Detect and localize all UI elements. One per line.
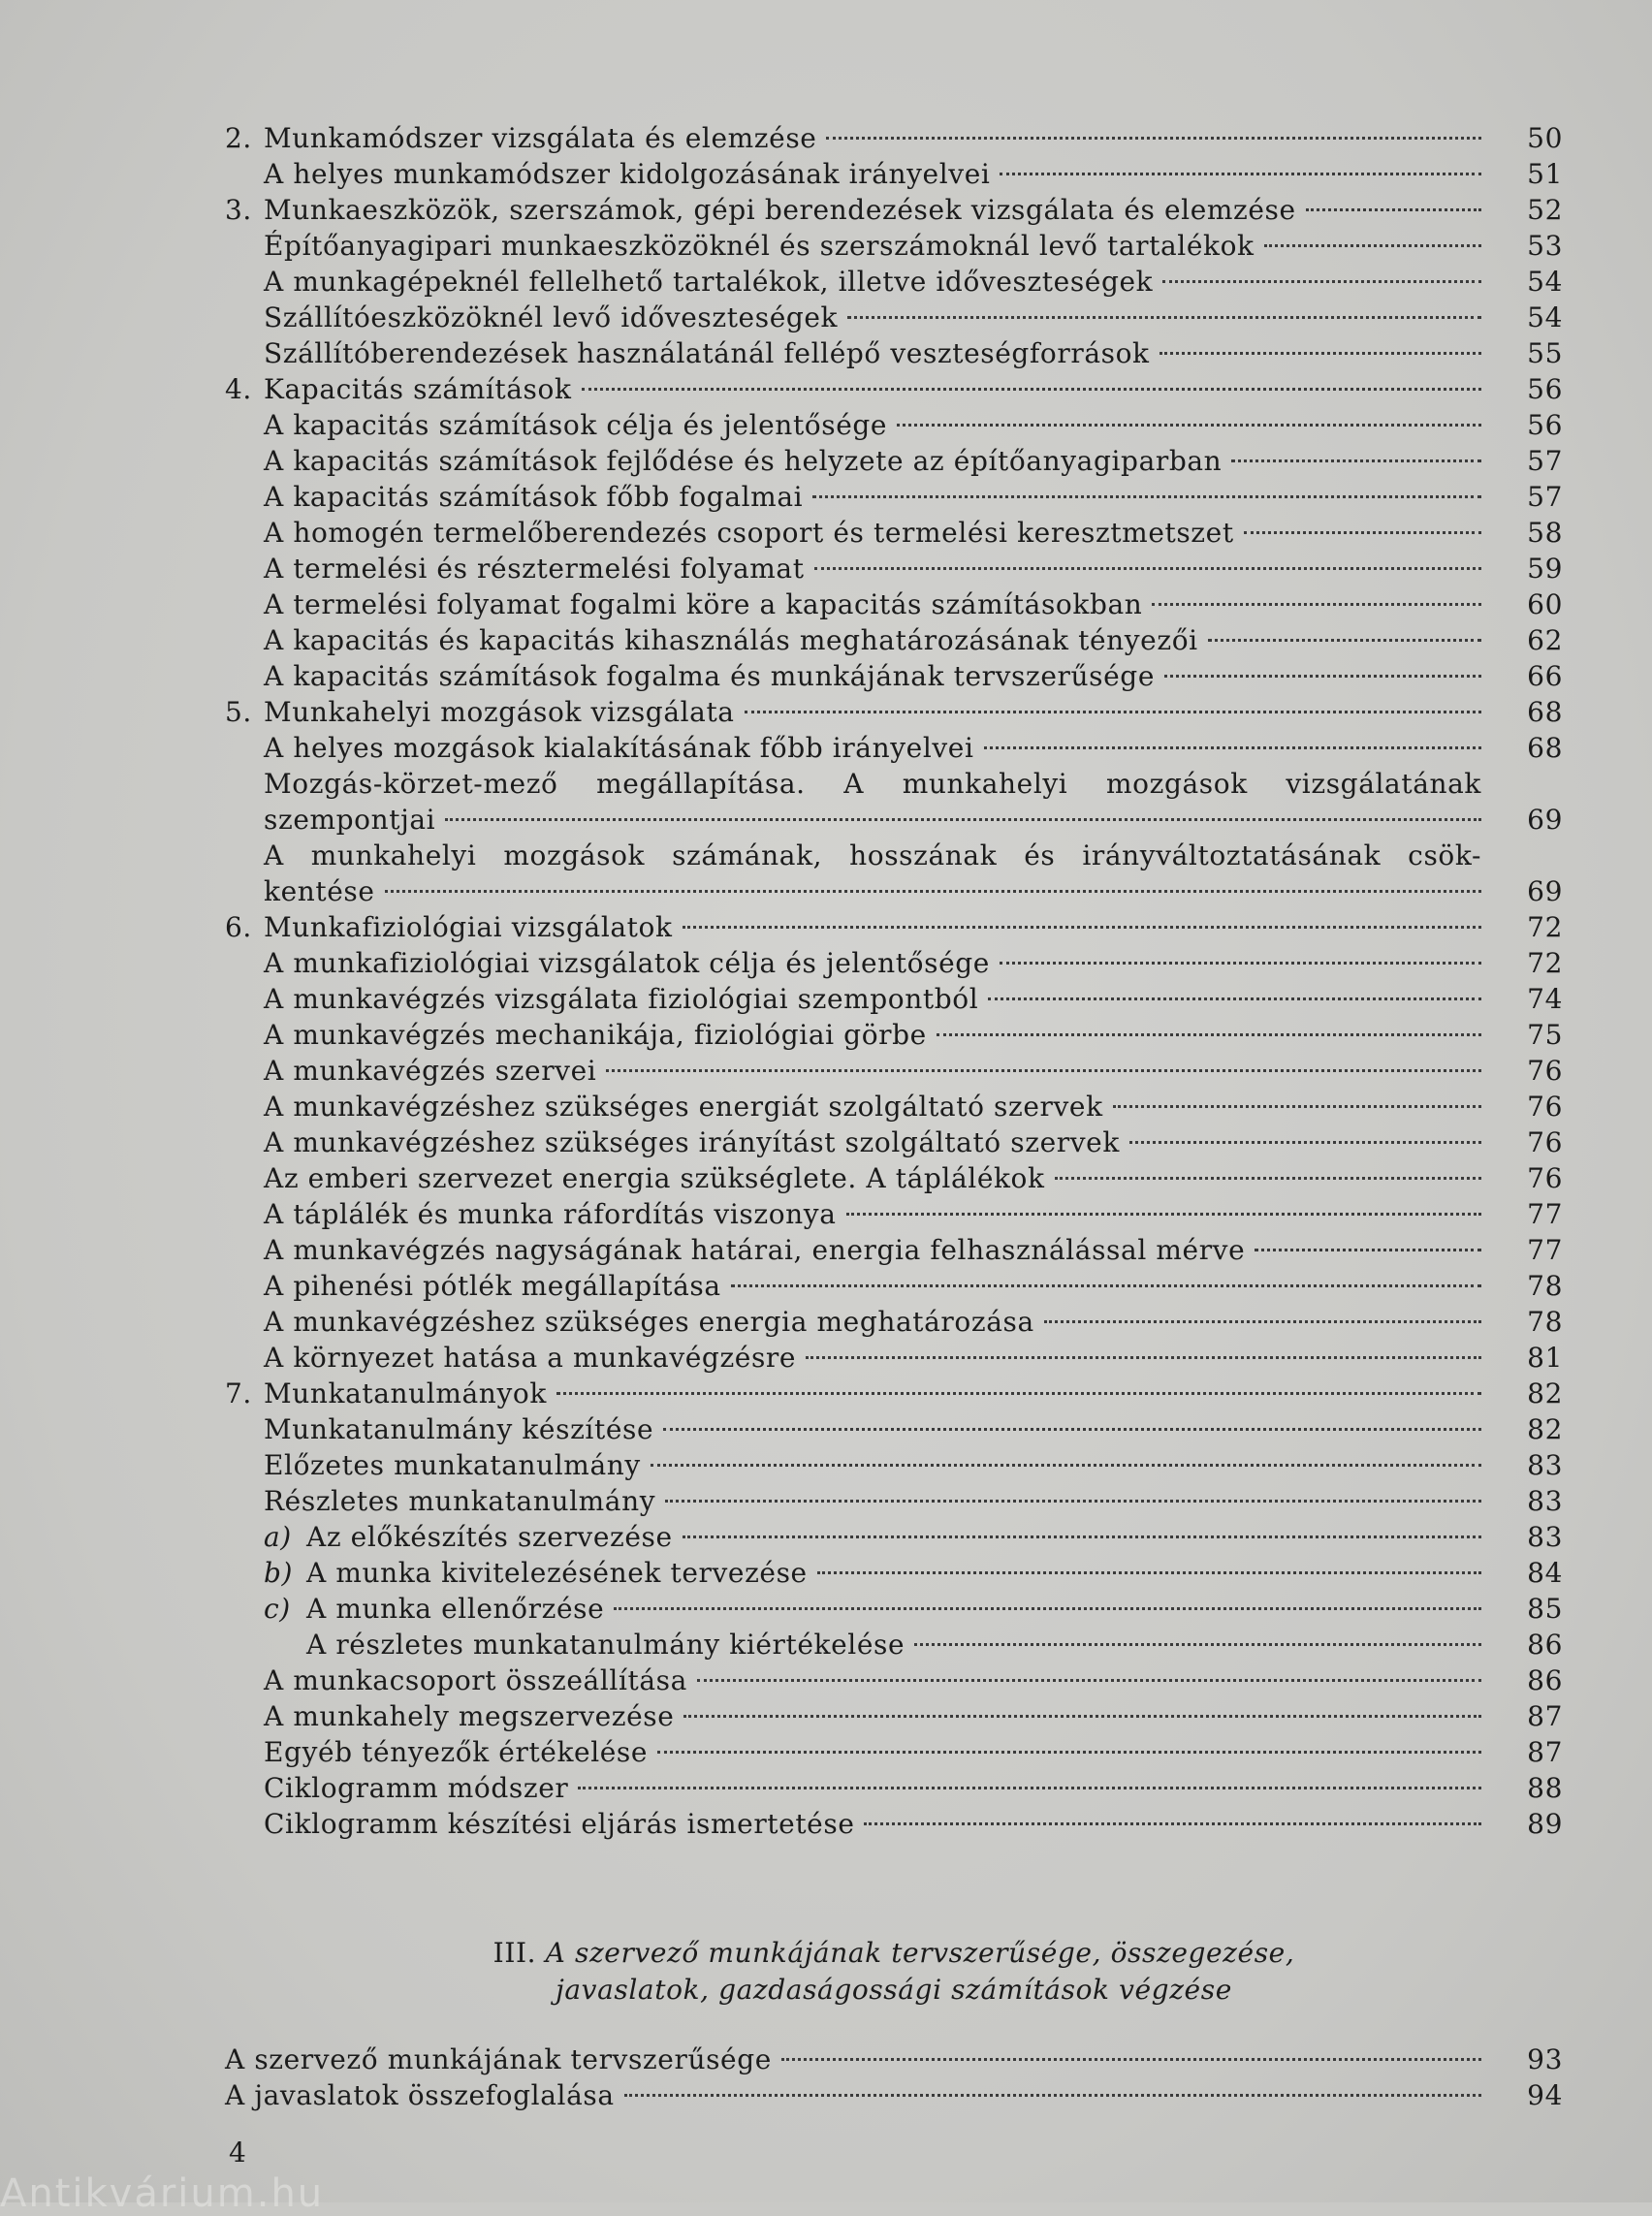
- toc-entry: [225, 694, 1563, 730]
- toc-entry-page: 51: [1527, 158, 1563, 190]
- toc-entry-text: A termelési folyamat fogalmi köre a kapacitás számításokban: [264, 588, 1143, 620]
- toc-entry-page: 57: [1527, 481, 1563, 513]
- toc-entry-text: A kapacitás és kapacitás kihasználás meghatározásának tényezői: [264, 624, 1198, 656]
- toc-entry-title: [264, 1447, 641, 1483]
- dot-leader: [697, 1679, 1481, 1682]
- toc-entry-page: 82: [1527, 1377, 1563, 1409]
- toc-entry: [225, 228, 1563, 264]
- dot-leader: [1255, 1249, 1481, 1251]
- toc-entry-text: A munkavégzés szervei: [264, 1055, 597, 1087]
- toc-entry-text: A munka ellenőrzése: [306, 1593, 605, 1625]
- toc-entry-text: Munkaeszközök, szerszámok, gépi berendezések vizsgálata és elemzése: [264, 194, 1296, 226]
- toc-entry-title: [264, 945, 990, 981]
- toc-entry: [225, 1304, 1563, 1340]
- toc-entry-title: [264, 407, 887, 443]
- toc-entry-title: [264, 1304, 1034, 1340]
- toc-entry: [225, 1591, 1563, 1627]
- toc-entry-title: [264, 1483, 655, 1519]
- toc-entry-text: Részletes munkatanulmány: [264, 1485, 656, 1517]
- toc-entry-text: Munkahelyi mozgások vizsgálata: [264, 696, 735, 728]
- dot-leader: [445, 818, 1481, 821]
- dot-leader: [1113, 1105, 1481, 1108]
- toc-entry-multiline-continued: [225, 873, 1563, 909]
- toc-entry: [225, 1770, 1563, 1806]
- toc-entry-number: 5.: [225, 696, 252, 728]
- toc-entry: [225, 1232, 1563, 1268]
- toc-entry-title: [264, 1017, 927, 1053]
- toc-entry-text: A munka kivitelezésének tervezése: [306, 1557, 808, 1589]
- dot-leader: [556, 1392, 1481, 1395]
- toc-entry: [225, 622, 1563, 658]
- toc-entry-text: A munkacsoport összeállítása: [264, 1664, 687, 1696]
- toc-entry-page: 76: [1527, 1055, 1563, 1087]
- toc-entry-title: [264, 300, 838, 335]
- toc-entry-page: 84: [1527, 1557, 1563, 1589]
- toc-entry-number: 3.: [225, 194, 252, 226]
- toc-entry-text: A szervező munkájának tervszerűsége: [225, 2043, 772, 2075]
- toc-entry-page: 81: [1527, 1342, 1563, 1374]
- toc-entry-text-line2: szempontjai: [264, 804, 436, 836]
- toc-entry-page: 60: [1527, 588, 1563, 620]
- toc-entry-page: 86: [1527, 1629, 1563, 1661]
- dot-leader: [806, 1356, 1481, 1359]
- toc-entry-title: [264, 1662, 687, 1698]
- dot-leader: [683, 1715, 1481, 1718]
- toc-entry-title: [264, 264, 1153, 300]
- toc-entry: [225, 1376, 1563, 1411]
- toc-entry: [225, 443, 1563, 479]
- toc-entry-text-line1: A munkahelyi mozgások számának, hosszának és irányváltoztatásának csök-: [264, 839, 1481, 871]
- toc-entry-text: A munkavégzés vizsgálata fiziológiai szempontból: [264, 983, 979, 1015]
- toc-entry-text: Kapacitás számítások: [264, 373, 572, 405]
- dot-leader: [1055, 1177, 1481, 1180]
- toc-entry-number: 7.: [225, 1377, 252, 1409]
- dot-leader: [1044, 1320, 1481, 1323]
- toc-entry-text: A javaslatok összefoglalása: [225, 2079, 615, 2111]
- dot-leader: [1244, 531, 1481, 534]
- section-roman-numeral: III.: [492, 1937, 537, 1969]
- toc-entry-page: 52: [1527, 194, 1563, 226]
- toc-entry: [225, 156, 1563, 192]
- dot-leader: [897, 424, 1481, 427]
- toc-entry-title: [264, 981, 978, 1017]
- toc-entry: [225, 1089, 1563, 1124]
- dot-leader: [1129, 1141, 1481, 1144]
- toc-entry-page: 54: [1527, 266, 1563, 298]
- toc-entry: [225, 264, 1563, 300]
- dot-leader: [1164, 675, 1481, 678]
- toc-entry-text: A munkavégzéshez szükséges energia meghatározása: [264, 1306, 1034, 1338]
- toc-entry-title: [264, 156, 990, 192]
- dot-leader: [731, 1284, 1481, 1287]
- dot-leader: [665, 1500, 1481, 1503]
- toc-entry-text-line2: kentése: [264, 875, 375, 907]
- toc-entry-text: A kapacitás számítások fogalma és munkájának tervszerűsége: [264, 660, 1156, 692]
- toc-entry-title: [264, 1268, 721, 1304]
- toc-entry-page: 56: [1527, 409, 1563, 441]
- dot-leader: [582, 388, 1481, 391]
- toc-entry-page: 76: [1527, 1162, 1563, 1194]
- toc-entry-text: A környezet hatása a munkavégzésre: [264, 1342, 797, 1374]
- toc-entry: [225, 658, 1563, 694]
- toc-entry-page: 78: [1527, 1306, 1563, 1338]
- toc-entry-text: A helyes mozgások kialakításának főbb irányelvei: [264, 732, 974, 764]
- toc-entry-text: A kapacitás számítások célja és jelentősége: [264, 409, 888, 441]
- toc-entry-page: 62: [1527, 624, 1563, 656]
- dot-leader: [814, 567, 1481, 570]
- dot-leader: [683, 926, 1481, 929]
- dot-leader: [1264, 244, 1481, 247]
- toc-entry-text: A helyes munkamódszer kidolgozásának irányelvei: [264, 158, 991, 190]
- toc-entry: [225, 2077, 1563, 2113]
- toc-entry-number: 6.: [225, 911, 252, 943]
- toc-entry-page: 76: [1527, 1126, 1563, 1158]
- toc-entry-title: [264, 1519, 673, 1555]
- toc-entry-page: 59: [1527, 553, 1563, 585]
- dot-leader: [606, 1069, 1481, 1072]
- toc-entry-page: 57: [1527, 445, 1563, 477]
- toc-entry: [225, 1411, 1563, 1447]
- toc-entry-marker: c): [264, 1593, 291, 1625]
- toc-entry: [225, 551, 1563, 586]
- dot-leader: [914, 1643, 1481, 1646]
- toc-entry-page: 76: [1527, 1091, 1563, 1123]
- toc-entry: [225, 1017, 1563, 1053]
- toc-entry-title: [264, 730, 974, 766]
- toc-entry-page: 83: [1527, 1485, 1563, 1517]
- toc-entry-page: 58: [1527, 517, 1563, 549]
- toc-entry: [225, 1447, 1563, 1483]
- toc-entry: [225, 1698, 1563, 1734]
- toc-entry-title: [306, 1627, 905, 1662]
- dot-leader: [1160, 352, 1481, 355]
- toc-entry-page: 87: [1527, 1736, 1563, 1768]
- toc-entry-page: 93: [1527, 2043, 1563, 2075]
- toc-entry: [225, 1053, 1563, 1089]
- dot-leader: [624, 2094, 1481, 2097]
- dot-leader: [847, 316, 1481, 319]
- dot-leader: [683, 1535, 1481, 1538]
- toc-entry-page: 53: [1527, 230, 1563, 262]
- toc-entry-title: [264, 335, 1150, 371]
- toc-entry-text: A munkavégzés mechanikája, fiziológiai görbe: [264, 1019, 927, 1051]
- toc-entry-title: [264, 1340, 796, 1376]
- toc-entry-marker: a): [264, 1521, 292, 1553]
- toc-entry-page: 83: [1527, 1449, 1563, 1481]
- toc-entry-number: 4.: [225, 373, 252, 405]
- dot-leader: [1152, 603, 1481, 606]
- toc-entry-page: 88: [1527, 1772, 1563, 1804]
- toc-entry-title: [264, 551, 805, 586]
- toc-entry-marker: b): [264, 1557, 294, 1589]
- toc-entry-page: 72: [1527, 947, 1563, 979]
- toc-entry: [225, 2042, 1563, 2077]
- toc-entry: [225, 1160, 1563, 1196]
- toc-entry-text: A kapacitás számítások főbb fogalmai: [264, 481, 804, 513]
- toc-entry: [225, 515, 1563, 551]
- toc-entry-page: 54: [1527, 301, 1563, 333]
- toc-entry-text: Ciklogramm módszer: [264, 1772, 569, 1804]
- toc-entry: [225, 407, 1563, 443]
- toc-entry: [225, 300, 1563, 335]
- toc-entry-title: [264, 1089, 1103, 1124]
- toc-entry: [225, 192, 1563, 228]
- toc-entry-title: [264, 1806, 854, 1842]
- toc-entry-text: Előzetes munkatanulmány: [264, 1449, 641, 1481]
- dot-leader: [781, 2058, 1481, 2061]
- dot-leader: [663, 1428, 1481, 1431]
- toc-entry-page: 56: [1527, 373, 1563, 405]
- toc-entry-text: Szállítóeszközöknél levő időveszteségek: [264, 301, 839, 333]
- toc-entry-page: 72: [1527, 911, 1563, 943]
- toc-entry-text: A munkahely megszervezése: [264, 1700, 675, 1732]
- toc-entry: [225, 981, 1563, 1017]
- toc-entry-text: A munkafiziológiai vizsgálatok célja és jelentősége: [264, 947, 990, 979]
- toc-entry-title: [264, 515, 1234, 551]
- dot-leader: [988, 997, 1481, 1000]
- toc-entry: [225, 1519, 1563, 1555]
- table-of-contents: [225, 120, 1563, 1842]
- toc-entry-page: 78: [1527, 1270, 1563, 1302]
- section-heading: [225, 1935, 1563, 2009]
- toc-entry: [225, 1196, 1563, 1232]
- toc-entry-text: Egyéb tényezők értékelése: [264, 1736, 649, 1768]
- table-of-contents-section3: [225, 2042, 1563, 2113]
- toc-entry: [225, 1340, 1563, 1376]
- toc-entry-page: 83: [1527, 1521, 1563, 1553]
- toc-entry: [225, 586, 1563, 622]
- toc-entry-multiline-continued: [225, 802, 1563, 838]
- toc-entry-page: 82: [1527, 1413, 1563, 1445]
- toc-entry-page: 75: [1527, 1019, 1563, 1051]
- toc-entry-text: Ciklogramm készítési eljárás ismertetése: [264, 1808, 855, 1840]
- toc-entry-title: [264, 1232, 1245, 1268]
- page-number: 4: [229, 2137, 246, 2169]
- dot-leader: [864, 1822, 1481, 1825]
- dot-leader: [937, 1033, 1481, 1036]
- toc-entry: [225, 371, 1563, 407]
- toc-entry-text: A pihenési pótlék megállapítása: [264, 1270, 721, 1302]
- toc-entry-multiline: [225, 766, 1563, 802]
- toc-entry-title: [264, 1698, 674, 1734]
- section-title-line2: javaslatok, gazdaságossági számítások végzése: [556, 1974, 1232, 2006]
- dot-leader: [651, 1464, 1481, 1467]
- toc-entry-page: 89: [1527, 1808, 1563, 1840]
- toc-entry-page: 68: [1527, 732, 1563, 764]
- toc-entry-title: [264, 479, 803, 515]
- dot-leader: [1162, 280, 1481, 283]
- toc-entry: [225, 1483, 1563, 1519]
- toc-entry-title: [264, 120, 816, 156]
- toc-entry-title: [264, 443, 1222, 479]
- section-title-line1: A szervező munkájának tervszerűsége, összegezése,: [545, 1937, 1295, 1969]
- toc-entry-page: 50: [1527, 122, 1563, 154]
- toc-entry-title: [264, 1411, 653, 1447]
- toc-entry-page: 68: [1527, 696, 1563, 728]
- dot-leader: [846, 1213, 1481, 1216]
- toc-entry-page: 77: [1527, 1198, 1563, 1230]
- toc-entry-title: [264, 1196, 837, 1232]
- toc-entry-title: [264, 1591, 604, 1627]
- toc-entry-text-line1: Mozgás-körzet-mező megállapítása. A munkahelyi mozgások vizsgálatának: [264, 768, 1481, 800]
- toc-entry-text: Szállítóberendezések használatánál fellépő veszteségforrások: [264, 337, 1150, 369]
- dot-leader: [657, 1751, 1481, 1754]
- toc-entry-title: [264, 1734, 648, 1770]
- toc-entry-page: 69: [1527, 875, 1563, 907]
- toc-entry-text: A termelési és résztermelési folyamat: [264, 553, 805, 585]
- toc-entry-title: [264, 909, 673, 945]
- toc-entry-text: Munkafiziológiai vizsgálatok: [264, 911, 673, 943]
- toc-entry-text: Építőanyagipari munkaeszközöknél és szerszámoknál levő tartalékok: [264, 230, 1255, 262]
- toc-entry: [225, 479, 1563, 515]
- dot-leader: [745, 711, 1481, 713]
- toc-entry-text: A munkavégzéshez szükséges energiát szolgáltató szervek: [264, 1091, 1103, 1123]
- dot-leader: [614, 1607, 1481, 1610]
- toc-entry-text: A kapacitás számítások fejlődése és helyzete az építőanyagiparban: [264, 445, 1223, 477]
- toc-entry-number: 2.: [225, 122, 252, 154]
- toc-entry-page: 85: [1527, 1593, 1563, 1625]
- toc-entry-text: Munkatanulmány készítése: [264, 1413, 654, 1445]
- toc-entry-page: 87: [1527, 1700, 1563, 1732]
- dot-leader: [1208, 639, 1481, 642]
- toc-entry-title: [264, 1124, 1120, 1160]
- dot-leader: [1306, 208, 1481, 211]
- toc-entry: [225, 1734, 1563, 1770]
- toc-entry-text: A munkavégzés nagyságának határai, energia felhasználással mérve: [264, 1234, 1246, 1266]
- toc-entry-title: [264, 1376, 547, 1411]
- toc-entry-text: Az előkészítés szervezése: [306, 1521, 673, 1553]
- toc-entry: [225, 945, 1563, 981]
- dot-leader: [578, 1787, 1481, 1789]
- toc-entry-text: Az emberi szervezet energia szükséglete. A táplálékok: [264, 1162, 1045, 1194]
- toc-entry-title: [264, 586, 1142, 622]
- dot-leader: [1000, 962, 1481, 965]
- dot-leader: [984, 746, 1481, 749]
- toc-entry-multiline: [225, 838, 1563, 873]
- toc-entry-text: A munkagépeknél fellelhető tartalékok, illetve időveszteségek: [264, 266, 1154, 298]
- toc-entry-title: [264, 1770, 568, 1806]
- toc-entry-page: 69: [1527, 804, 1563, 836]
- dot-leader: [812, 495, 1481, 498]
- toc-entry-text: A részletes munkatanulmány kiértékelése: [306, 1629, 905, 1661]
- toc-entry-text: A táplálék és munka ráfordítás viszonya: [264, 1198, 837, 1230]
- dot-leader: [1000, 173, 1481, 175]
- toc-entry-title: [264, 192, 1296, 228]
- toc-entry: [225, 1124, 1563, 1160]
- toc-entry: [225, 1268, 1563, 1304]
- toc-entry-title: [264, 371, 572, 407]
- toc-entry: [225, 1662, 1563, 1698]
- toc-entry-text: Munkatanulmányok: [264, 1377, 547, 1409]
- toc-entry-title: [264, 228, 1255, 264]
- toc-entry-page: 74: [1527, 983, 1563, 1015]
- toc-entry: [225, 1555, 1563, 1591]
- toc-entry-text: Munkamódszer vizsgálata és elemzése: [264, 122, 817, 154]
- toc-entry-title: [264, 1053, 596, 1089]
- toc-entry-title: [264, 1160, 1045, 1196]
- toc-entry-text: A homogén termelőberendezés csoport és termelési keresztmetszet: [264, 517, 1234, 549]
- toc-entry: [225, 730, 1563, 766]
- dot-leader: [1231, 459, 1481, 462]
- toc-entry-text: A munkavégzéshez szükséges irányítást szolgáltató szervek: [264, 1126, 1120, 1158]
- toc-entry-title: [264, 622, 1198, 658]
- toc-entry: [225, 1806, 1563, 1842]
- dot-leader: [826, 137, 1481, 140]
- toc-entry: [225, 1627, 1563, 1662]
- toc-entry-page: 94: [1527, 2079, 1563, 2111]
- dot-leader: [385, 890, 1481, 893]
- toc-entry-page: 86: [1527, 1664, 1563, 1696]
- toc-entry-page: 55: [1527, 337, 1563, 369]
- toc-entry: [225, 909, 1563, 945]
- toc-entry-title: [264, 694, 735, 730]
- toc-entry-title: [264, 1555, 808, 1591]
- toc-entry-title: [264, 658, 1155, 694]
- toc-entry: [225, 335, 1563, 371]
- toc-entry-page: 66: [1527, 660, 1563, 692]
- watermark-text: Antikvárium.hu: [0, 2171, 325, 2216]
- toc-entry-page: 77: [1527, 1234, 1563, 1266]
- dot-leader: [817, 1571, 1481, 1574]
- toc-entry: [225, 120, 1563, 156]
